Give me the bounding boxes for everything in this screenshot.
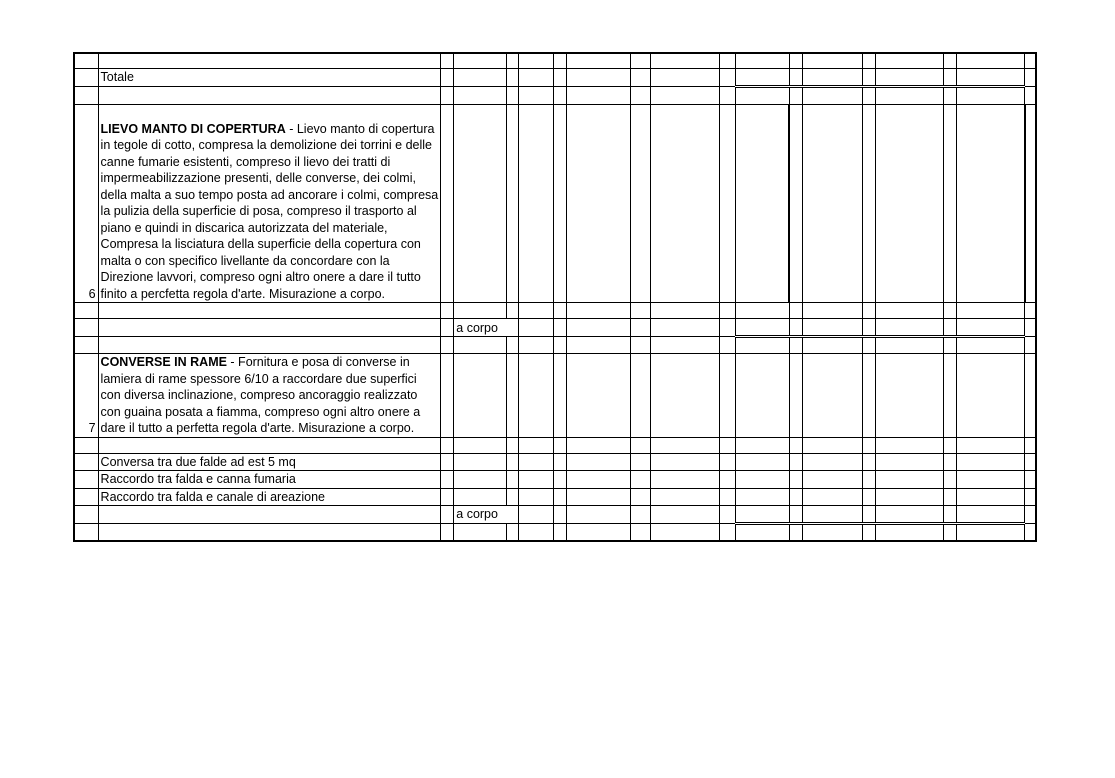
computo-metrico-table bbox=[73, 52, 1037, 542]
table-row-sub-item bbox=[74, 471, 1036, 489]
table-row bbox=[74, 53, 1036, 69]
table-row bbox=[74, 86, 1036, 104]
table-row bbox=[74, 437, 1036, 453]
table-row-item-7 bbox=[74, 354, 1036, 438]
table-row-sub-item bbox=[74, 488, 1036, 506]
table-row-item-6 bbox=[74, 104, 1036, 303]
sub-item-label: Raccordo tra falda e canna fumaria bbox=[98, 471, 441, 489]
table-row-unit bbox=[74, 319, 1036, 337]
item-text: - Lievo manto di copertura in tegole di cotto, compresa la demolizione dei torrini e delle canne fumarie esistenti, compreso il lievo dei tratti di impermeabilizzazione presenti, delle converse, dei colmi, della malta a suo tempo posta ad ancorare i colmi, compresa la pulizia della superficie di posa, compreso il trasporto al piano e quindi in discarica autorizzata del materiale, Compresa la lisciatura della superficie della copertura con malta o con specifico livellante da concordare con la Direzione lavvori, compreso ogni altro onere a dare il tutto finito a percfetta regola d'arte. Misurazione a corpo. bbox=[100, 121, 439, 301]
sub-item-label: Raccordo tra falda e canale di areazione bbox=[98, 488, 441, 506]
item-title: LIEVO MANTO DI COPERTURA bbox=[100, 121, 286, 136]
item-title: CONVERSE IN RAME bbox=[100, 355, 227, 369]
table-row bbox=[74, 303, 1036, 319]
totale-label: Totale bbox=[98, 69, 441, 87]
table-row bbox=[74, 523, 1036, 541]
table-row-unit bbox=[74, 506, 1036, 524]
sub-item-label: Conversa tra due falde ad est 5 mq bbox=[98, 453, 441, 471]
item-text: - Fornitura e posa di converse in lamiera di rame spessore 6/10 a raccordare due superfici con diversa inclinazione, compreso ancoraggio realizzato con guaina posata a fiamma, compreso ogni altro onere a dare il tutto a perfetta regola d'arte. Misurazione a corpo. bbox=[100, 355, 421, 435]
item-description bbox=[98, 104, 441, 303]
item-number: 6 bbox=[74, 104, 98, 303]
item-number: 7 bbox=[74, 354, 98, 438]
item-description bbox=[98, 354, 441, 438]
unit-label: a corpo bbox=[454, 506, 519, 524]
unit-label: a corpo bbox=[454, 319, 519, 337]
table-row bbox=[74, 337, 1036, 354]
table-row-sub-item bbox=[74, 453, 1036, 471]
table-row-totale bbox=[74, 69, 1036, 87]
